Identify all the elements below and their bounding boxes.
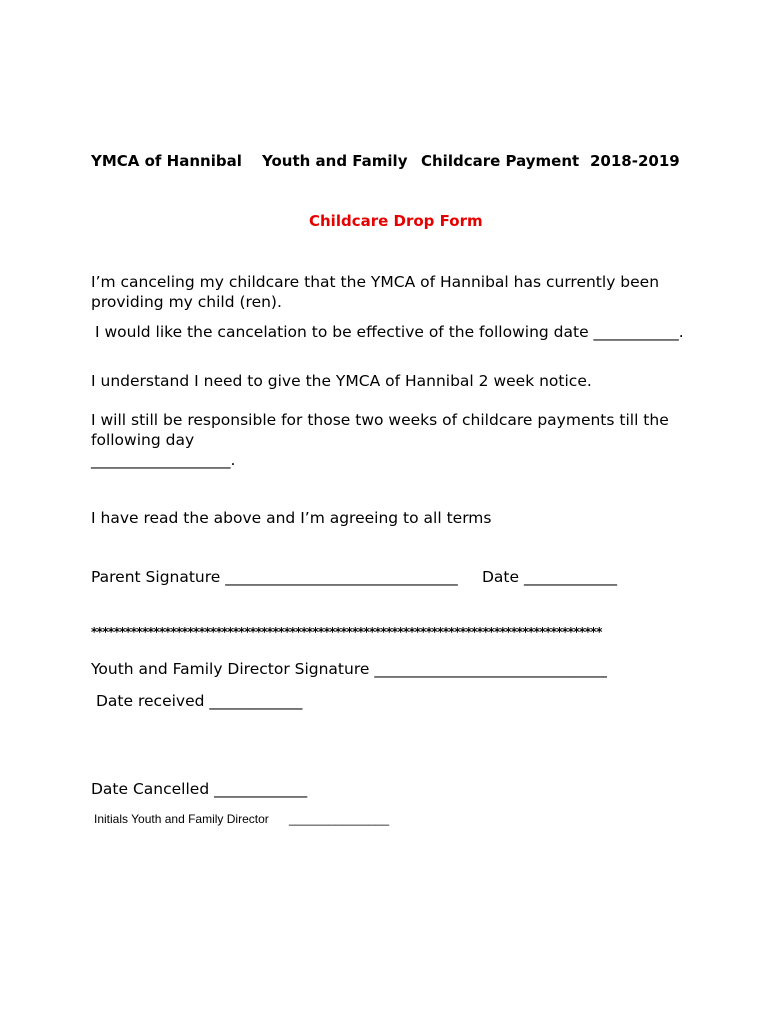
parent-date-line: Date ____________ — [482, 568, 617, 586]
divider-asterisks: ****************************************************************************************** — [91, 625, 602, 639]
date-cancelled-line: Date Cancelled ____________ — [91, 780, 308, 798]
cancel-text-line2: providing my child (ren). — [91, 293, 282, 311]
effective-date-text: I would like the cancelation to be effective of the following date ___________. — [95, 323, 684, 341]
initials-blank: _______________ — [289, 812, 390, 826]
director-signature-line: Youth and Family Director Signature ______________________________ — [91, 660, 607, 678]
parent-signature-line: Parent Signature ______________________________ — [91, 568, 458, 586]
cancel-text-line1: I’m canceling my childcare that the YMCA of Hannibal has currently been — [91, 273, 660, 291]
notice-text: I understand I need to give the YMCA of Hannibal 2 week notice. — [91, 372, 592, 390]
responsible-text-line2: following day — [91, 431, 195, 449]
header-organization: YMCA of Hannibal — [91, 152, 242, 170]
form-title: Childcare Drop Form — [309, 212, 483, 230]
header-subject: Childcare Payment — [421, 152, 580, 170]
date-received-line: Date received ____________ — [96, 692, 303, 710]
initials-label: Initials Youth and Family Director — [94, 812, 269, 826]
responsible-date-blank: __________________. — [91, 451, 236, 469]
header-year: 2018-2019 — [590, 152, 680, 170]
agreement-text: I have read the above and I’m agreeing to all terms — [91, 509, 492, 527]
header-department: Youth and Family — [262, 152, 408, 170]
responsible-text-line1: I will still be responsible for those two weeks of childcare payments till the — [91, 411, 669, 429]
